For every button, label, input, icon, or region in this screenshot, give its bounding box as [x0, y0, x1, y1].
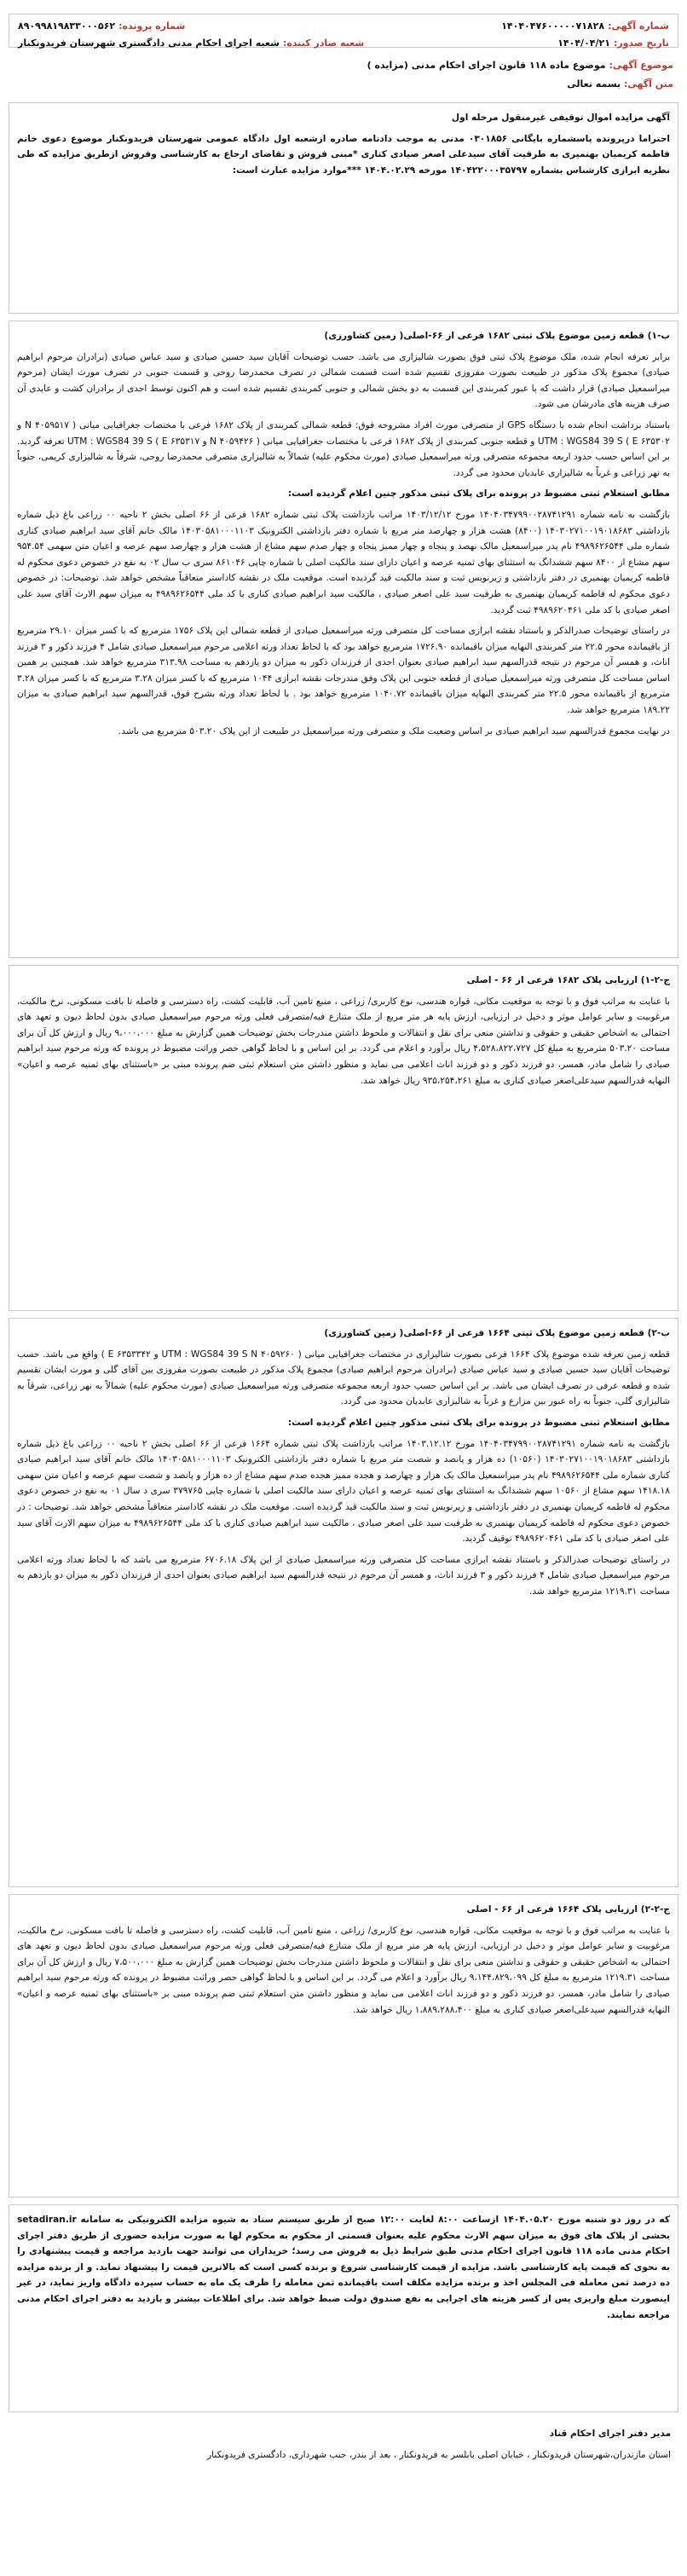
case-number-label: شماره پرونده: — [118, 20, 186, 32]
case-number — [18, 20, 185, 33]
section-a1-p4: بازگشت به نامه شماره ۱۴۰۴۰۳۴۷۹۹۰۰۲۸۷۴۱۲۹۱ مورخ ۱۴۰۳/۱۲/۱۲ مراتب بازداشت پلاک ثبتی شماره ۱۶۸۲ فرعی از ۶۶ اصلی بخش ۲ ناحیه ۰۰ زراعی باغ ذیل شماره بازداشتی ۱۴۰۳۰۲۷۱۰۰۱۹۰۱۸۶۸۳ (۸۴۰۰) هشت هزار و چهارصد متر مربع با شماره دفتر بازداشتی الکترونیک ۱۴۰۳۰۵۸۱۰۰۰۱۱۰۳ مالک خانم آقای سید ابراهیم صیادی کناری شماره ملی ۴۹۸۹۶۲۶۵۴۴ نام پدر میراسمعیل مالک نهصد و پنجاه و چهار ممیز پنجاه و چهار صدم سهم مشاع از هشت هزار و چهارصد سهم عرصه و اعیان متن سهمی ۹۵۴.۵۴ سهم مشاع از ۸۴۰۰ سهم ششدانگ به استثنای بهای ثمنیه عرصه و اعیان دارای سند مالکیت اصلی با شماره چاپی ۸۶۱۰۴۶ سری ب سال ۰۲ به نفع در خصوص دعوی محکوم له فاطمه کریمیان بهنمیری در دفتر بازداشتی و زیرنویس ثبت و سند مالکیت قید گردیده است. موقعیت ملک در نقشه کاداستر متعاقباً مشخص خواهد شد. توضیحات: در خصوص دعوی محکوم له فاطمه کریمیان بهنمیری به طرفیت سید علی اصغر صیادی ، مالکیت سید ابراهیم صیادی کناری با کد ملی ۴۹۸۹۶۲۶۵۴۴ به میزان سهم الارث آقای سید علی اصغر صیادی با کد ملی ۴۹۸۹۶۲۰۴۶۱ ثبت گردید. — [17, 509, 670, 615]
signature-address: استان مازندران،شهرستان فریدونکنار ، خیابان اصلی بابلسر به فریدونکنار ، بعد از بندر، جنب شهرداری، دادگستری فریدونکنار — [207, 2449, 671, 2460]
ad-text-label: متن آگهی: — [624, 78, 673, 90]
ad-text-intro: بسمه تعالی — [567, 78, 621, 90]
signature-title: مدیر دفتر اجرای احکام قناد — [549, 2429, 671, 2439]
meta-row-top — [13, 18, 674, 35]
section-plot-1664 — [9, 1318, 678, 1887]
section-b1-body: با عنایت به مراتب فوق و با توجه به موقعیت مکانی، قواره هندسی، نوع کاربری/ زراعی ، منبع تامین آب، قابلیت کشت، راه دسترسی و فاصله تا بافت مسکونی، نرخ مالکیت، مرغوبیت و سایر عوامل موثر و دخیل در ارزیابی، ارزش پایه هر متر مربع از ملک متنازع فیه/متصرفی فعلی ورثه مرحوم میراسمعیل صیادی بدون لحاظ دیون و تعهد های احتمالی به اشخاص حقیقی و حقوقی و نداشتن منعی برای نقل و انتقالات و ملحوظ داشتن مندرجات بخش توضیحات همین گزارش به مبلغ ۹،۰۰۰،۰۰۰ ریال و ارزش کل آن برای مساحت ۵۰۳.۲۰ مترمربع به مبلغ کل ۴،۵۲۸،۸۲۲،۷۲۷ ریال برآورد و اعلام می گردد. بر این اساس و با لحاظ گواهی حصر وراثت مضبوط در پرونده که ورثه مرحوم سید ابراهیم صیادی را شامل مادر، همسر، دو فرزند ذکور و دو فرزند اناث اعلامی می نماید و منظور داشتن متن استعلام ثبتی ضم پرونده مبنی بر «باستثنای بهای ثمنیه عرصه و اعیان» النهایه قدرالسهم سیدعلی‌اصغر صیادی کناری به مبلغ ۹۳۵،۲۵۴،۲۶۱ ریال خواهد شد. — [17, 996, 671, 1086]
auction-terms-section — [9, 2204, 678, 2412]
ad-number-label: شماره آگهی: — [608, 20, 669, 32]
footer-body: که در روز دو شنبه مورخ ۱۴۰۴.۰۵.۲۰ ازساعت ۸:۰۰ لغایت ۱۲:۰۰ صبح از طریق سیستم ستاد به شیوه مزایده الکترونیکی به سامانه setadiran.ir بخشی از پلاک های فوق به میزان سهم الارث محکوم علیه بعنوان قسمتی از محکوم به محکوم لها به صورت مزایده حضوری از طریق دفتر اجرای احکام مدنی ماده ۱۱۸ قانون اجرای احکام مدنی طبق شرایط ذیل به فروش می رسد؛ خریداران می توانند جهت بازدید مراجعه و قیمت پیشنهادی را به نحوی که قیمت پایه کارشناسی باشد. مزایده از قیمت کارشناسی شروع و برنده کسی است که بالاترین قیمت را پیشنهاد نماید. و از برنده مزایده ده درصد ثمن معامله فی المجلس اخذ و برنده مزایده مکلف است باقیمانده ثمن معامله را ظرف یک ماه به حساب سپرده دادگاه واریز نماید، در غیر اینصورت مبلغ واریزی پس از کسر هزینه های اجرایی به نفع صندوق دولت ضبط خواهد شد. برای اطلاعات بیشتر و بازدید به دفتر اجرای احکام مدنی مراجعه نمایند. — [17, 2215, 670, 2320]
section-a1-p3: مطابق استعلام ثبتی مضبوط در پرونده برای پلاک ثبتی مذکور چنین اعلام گردیده است: — [287, 488, 670, 500]
section-b1-heading: ج-۲-۱) ارزیابی پلاک ۱۶۸۲ فرعی از ۶۶ - اصلی — [466, 975, 670, 985]
section-valuation-1664 — [9, 1894, 678, 2198]
subject-label: موضوع آگهی: — [609, 60, 673, 71]
meta-row-bottom — [13, 35, 674, 52]
section-a1-heading: ب-۱) قطعه زمین موضوع پلاک ثبتی ۱۶۸۲ فرعی از ۶۶-اصلی( زمین کشاورزی) — [324, 331, 670, 341]
subject-line — [9, 48, 678, 73]
issue-date-value: ۱۴۰۴/۰۴/۲۱ — [557, 38, 610, 49]
issuing-branch — [18, 37, 364, 50]
issuing-branch-label: شعبه صادر کننده: — [282, 38, 365, 49]
issue-date-label: تاریخ صدور: — [613, 38, 669, 49]
section-a1-p2: باستناد برداشت انجام شده با دستگاه GPS از متصرفی مورث افراد مشروحه فوق: قطعه شمالی کمربندی از پلاک ۱۶۸۲ فرعی با مختصات جغرافیایی میانی ( ۴۰۵۹۵۱۷ N و ۶۳۵۳۰۲ E ) UTM : WGS84 39 S و قطعه جنوبی کمربندی از پلاک ۱۶۸۲ فرعی با مختصات جغرافیایی میانی ( ۴۰۵۹۴۲۶ N و ۶۳۵۳۱۷ E ) UTM : WGS84 39 S تعرفه گردید. بر این اساس حسب حدود اربعه مجموعه متصرفی ورثه میراسمعیل صیادی (مورث محکوم علیه) شمالاً به شالیزاری متصرفی محمدرضا روحی، شرقاً به شالیزاری کریمی، جنوباً به نهر زراعی و غرباً به شالیزاری عابدیان محدود می گردد. — [17, 419, 670, 478]
issue-date — [557, 37, 669, 50]
section-b2-heading: ج-۲-۲) ارزیابی پلاک ۱۶۶۴ فرعی از ۶۶ - اصلی — [466, 1904, 670, 1915]
intro-heading: آگهی مزایده اموال توقیفی غیرمنقول مرحله اول — [451, 113, 670, 123]
section-b2-body: با عنایت به مراتب فوق و با توجه به موقعیت مکانی، قواره هندسی، نوع کاربری/ زراعی ، منبع تامین آب، قابلیت کشت، راه دسترسی و فاصله تا بافت مسکونی، نرخ مالکیت، مرغوبیت و سایر عوامل موثر و دخیل در ارزیابی، ارزش پایه هر متر مربع از ملک متنازع فیه/متصرفی فعلی ورثه مرحوم میراسمعیل صیادی بدون لحاظ دیون و تعهد های احتمالی به اشخاص حقیقی و حقوقی و نداشتن منعی برای نقل و انتقالات و ملحوظ داشتن مندرجات بخش توضیحات همین گزارش به مبلغ ۷،۵۰۰،۰۰۰ ریال و ارزش کل آن برای مساحت ۱۲۱۹.۳۱ مترمربع به مبلغ کل ۹،۱۴۴،۸۲۹،۰۹۹ ریال برآورد و اعلام می گردد. بر این اساس و با لحاظ گواهی حصر وراثت مضبوط در پرونده که ورثه مرحوم سید ابراهیم صیادی را شامل مادر، همسر، دو فرزند ذکور و دو فرزند اناث اعلامی می نماید و منظور داشتن متن استعلام ثبتی ضم پرونده مبنی بر «باستثنای بهای ثمنیه عرصه و اعیان» النهایه قدرالسهم سیدعلی‌اصغر صیادی کناری به مبلغ ۱،۸۸۹،۲۸۸،۴۰۰ ریال خواهد شد. — [17, 1925, 671, 2015]
section-a2-p4: در راستای توضیحات صدرالذکر و باستناد نقشه ابرازی مساحت کل متصرفی ورثه میراسمعیل صیادی از این پلاک ۶۷۰۶.۱۸ مترمربع می باشد که با لحاظ تعداد ورثه اعلامی مرحوم میراسمعیل صیادی شامل ۴ فرزند ذکور و ۳ فرزند اناث، و همسر آن مرحوم در نتیجه قدرالسهم سید ابراهیم صیادی بعنوان احدی از فرزندان ذکور به میزان دو یازدهم به مساحت ۱۲۱۹.۳۱ مترمربع خواهد شد. — [17, 1554, 670, 1597]
ad-text-line — [9, 73, 678, 95]
section-a2-p1: قطعه زمین تعرفه شده موضوع پلاک ۱۶۶۴ فرعی بصورت شالیزاری در مختصات جغرافیایی میانی ( UTM : WGS84 39 S N ۴۰۵۹۲۶۰ و E ۶۳۵۳۳۴۲ ) واقع می باشد. حسب توضیحات آقایان سید حسین صیادی و سید عباس صیادی (برادران مرحوم ابراهیم صیادی) مجموع پلاک مذکور در طبیعت بصورت مفروزی بین آقای گلی و مورث ایشان تقسیم شده و قطعه عرفی در تصرف ایشان می باشد. بر این اساس حسب حدود اربعه مجموعه متصرفی ورثه میراسمعیل صیادی (مورث محکوم علیه) شمالاً به نهر زراعی، شرقاً به شالیزاری گلی، جنوباً به راه عبور بین مزارع و غرباً به شالیزاری عابدیان محدود می گردد. — [17, 1349, 670, 1407]
section-a2-p2: مطابق استعلام ثبتی مضبوط در پرونده برای پلاک ثبتی مذکور چنین اعلام گردیده است: — [287, 1417, 670, 1428]
section-a1-p6: در نهایت مجموع قدرالسهم سید ابراهیم صیادی بر اساس وضعیت ملک و متصرفی ورثه میراسمعیل در طبیعت از این پلاک ۵۰۳.۲۰ مترمربع می باشد. — [118, 725, 670, 736]
header-box — [9, 14, 678, 48]
section-a1-p1: برابر تعرفه انجام شده، ملک موضوع پلاک ثبتی فوق بصورت شالیزاری می باشد. حسب توضیحات آقایان سید حسین صیادی و سید عباس صیادی (برادران مرحوم ابراهیم صیادی) مجموع پلاک مذکور در طبیعت بصورت مفروزی تقسیم شده است قسمت شمالی در تصرف محمدرضا روحی و قسمت جنوبی در تصرف مورث ایشان (مرحوم میراسمعیل صیادی) قرار داشت که با عبور کمربندی این قسمت به دو بخش شمالی و جنوبی کمربندی تقسیم شده است و هم اکنون توسط احدی از برادران کشت و عایدی آن صرف هزینه های مادرشان می شود. — [17, 351, 670, 410]
issuing-branch-value: شعبه اجرای احکام مدنی دادگستری شهرستان فریدونکنار — [18, 38, 280, 49]
section-plot-1682 — [9, 321, 678, 958]
signature-section — [9, 2419, 678, 2576]
case-number-value: ۸۹۰۹۹۸۱۹۸۳۳۰۰۰۵۶۲ — [18, 20, 116, 32]
ad-number — [501, 20, 669, 33]
section-a2-heading: ب-۲) قطعه زمین موضوع پلاک ثبتی ۱۶۶۴ فرعی از ۶۶-اصلی( زمین کشاورزی) — [324, 1328, 670, 1338]
subject-text: موضوع ماده ۱۱۸ قانون اجرای احکام مدنی (مزایده ) — [367, 60, 606, 71]
section-a1-p5: در راستای توضیحات صدرالذکر و باستناد نقشه ابرازی مساحت کل متصرفی ورثه میراسمعیل صیادی از قطعه شمالی این پلاک ۱۷۵۶ مترمربع که با کسر میزان ۲۹.۱۰ مترمربع از باقیمانده محور ۲۲.۵ متر کمربندی النهایه میزان باقیمانده ۱۷۲۶.۹۰ مترمربع خواهد بود که با لحاظ تعداد ورثه اعلامی مرحوم میراسمعیل صیادی شامل ۴ فرزند ذکور و ۳ فرزند اناث، و همسر آن مرحوم در نتیجه قدرالسهم سید ابراهیم صیادی بعنوان احدی از فرزندان ذکور به میزان دو یازدهم به مساحت ۳۱۳.۹۸ مترمربع خواهد شد. همچنین بر همین اساس مساحت کل متصرفی ورثه میراسمعیل صیادی از قطعه جنوبی این پلاک وفق مندرجات نقشه ابرازی ۱۰۴۴ مترمربع که با کسر میزان ۳.۲۸ مترمربع که با کسر میزان ۳.۲۸ مترمربع از باقیمانده محور ۲۲.۵ متر کمربندی النهایه میزان باقیمانده ۱۰۴۰.۷۲ مترمربع خواهد بود . با لحاظ تعداد ورثه بشرح فوق، قدرالسهم سید ابراهیم صیادی به میزان ۱۸۹.۲۲ مترمربع خواهد شد. — [17, 626, 670, 716]
intro-body: احتراما درپرونده پاسشماره بایگانی ۰۳۰۱۸۵۶ مدنی به موجب دادنامه صادره ازشعبه اول دادگاه عمومی شهرستان فریدونکنار موضوع دعوی خانم فاطمه کریمیان بهنمیری به طرفیت آقای سیدعلی اصغر صیادی کناری *مبنی فروش و تقاضای ارجاع به کارشناسی وفروش ازطریق مزایده که طی نظریه ابرازی کارشناس بشماره ۱۴۰۴۲۲۰۰۰۳۵۷۹۷ مورخه ۱۴۰۴.۰۲.۲۹ ***موارد مزایده عبارت است: — [17, 133, 670, 176]
intro-section — [9, 102, 678, 314]
section-a2-p3: بازگشت به نامه شماره ۱۴۰۴۰۳۴۷۹۹۰۰۲۸۷۴۱۲۹۱ مورخ ۱۴۰۳.۱۲.۱۲ مراتب بازداشت پلاک ثبتی شماره ۱۶۶۴ فرعی از ۶۶ اصلی بخش ۲ ناحیه ۰۰ زراعی باغ ذیل شماره بازداشتی ۱۴۰۳۰۲۷۱۰۰۱۹۰۱۸۶۸۳ (۱۰۵۶۰) ده هزار و پانصد و شصت متر مربع با شماره دفتر بازداشتی الکترونیک ۱۴۰۳۰۵۸۱۰۰۰۱۱۰۳ مالک خانم آقای سید ابراهیم صیادی کناری شماره ملی ۴۹۸۹۶۲۶۵۴۴ نام پدر میراسمعیل مالک یک هزار و چهارصد و هجده ممیز هجده صدم سهم مشاع از ده هزار و پانصد و شصت سهم عرصه و اعیان متن سهمی ۱۴۱۸.۱۸ سهم مشاع از ۱۰۵۶۰ سهم ششدانگ به استثنای بهای ثمنیه عرصه و اعیان دارای سند مالکیت اصلی با شماره چاپی ۳۷۹۷۶۵ سری د سال ۰۱ به نفع در خصوص دعوی محکوم له فاطمه کریمیان بهنمیری در دفتر بازداشتی و زیرنویس ثبت و سند مالکیت قید گردیده است. موقعیت ملک در نقشه کاداستر متعاقباً مشخص خواهد شد. توضیحات : در خصوص دعوی محکوم له فاطمه کریمیان بهنمیری به طرفیت سید علی اصغر صیادی ، مالکیت سید ابراهیم صیادی کناری با کد ملی ۴۹۸۹۶۲۶۵۴۴ به میزان سهم الارث آقای سید علی اصغر صیادی با کد ملی ۴۹۸۹۶۲۰۴۶۱ توقیف گردید. — [17, 1438, 670, 1545]
section-valuation-1682 — [9, 965, 678, 1311]
ad-number-value: ۱۴۰۴۰۴۷۶۰۰۰۰۰۷۱۸۲۸ — [501, 20, 605, 32]
